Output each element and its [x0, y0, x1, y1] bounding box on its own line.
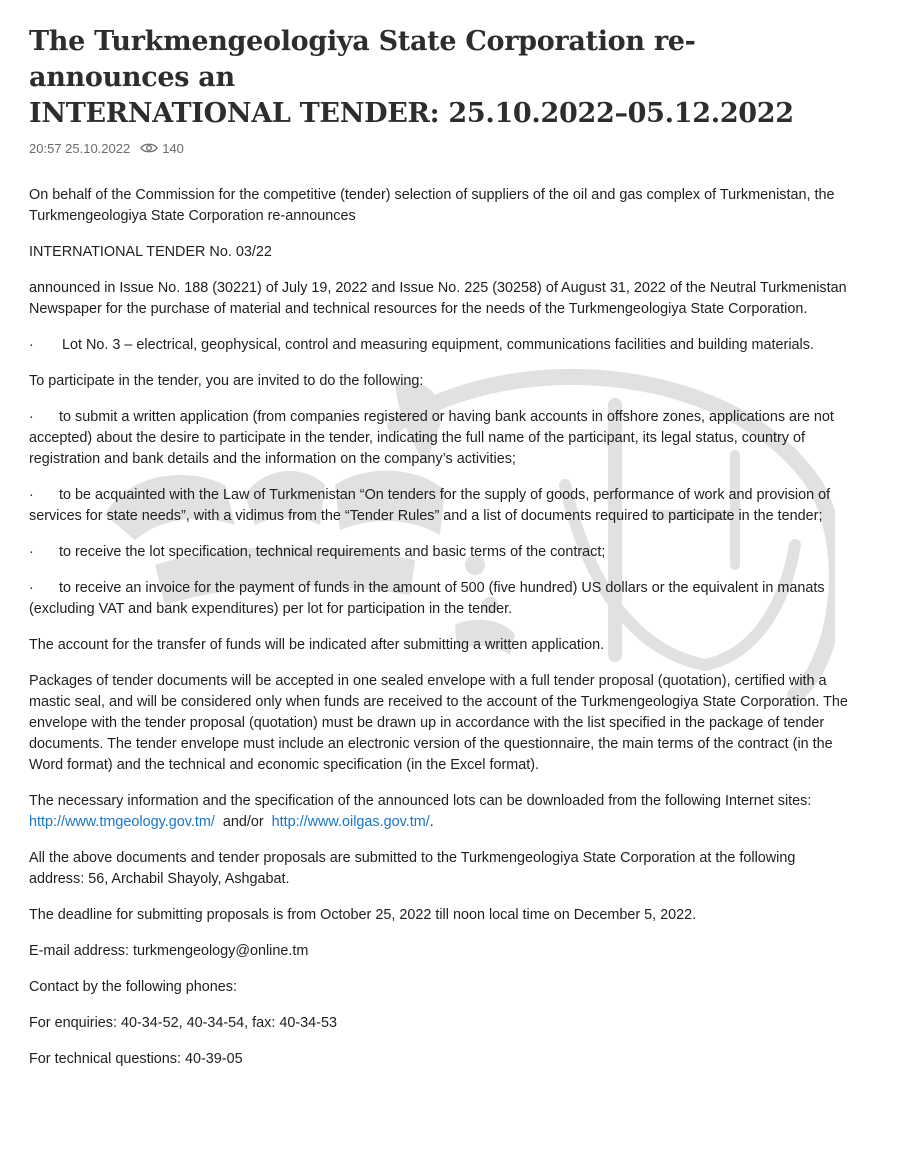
- paragraph-announced: announced in Issue No. 188 (30221) of July 19, 2022 and Issue No. 225 (30258) of August 31, 2022 of the Neutral Turkmenistan Newspaper for the purchase of material and technical resources for the needs of the Turkmengeologiya State Corporation.: [29, 280, 847, 317]
- lot-item: [29, 335, 849, 356]
- paragraph-account: The account for the transfer of funds will be indicated after submitting a written application.: [29, 637, 605, 653]
- bullet-dot: ·: [29, 544, 34, 560]
- article-body: [29, 185, 849, 1070]
- bullet-dot: ·: [29, 337, 34, 353]
- bullet-text-2: to be acquainted with the Law of Turkmenistan “On tenders for the supply of goods, performance of work and provision of services for state needs”, with a vidimus from the “Tender Rules” and a list of documents required to participate in the tender;: [29, 487, 831, 524]
- article: [29, 24, 849, 1085]
- bullet-item-1: [29, 407, 849, 470]
- paragraph-address: All the above documents and tender proposals are submitted to the Turkmengeologiya State Corporation at the following address: 56, Archabil Shayoly, Ashgabat.: [29, 850, 796, 887]
- period-text: .: [429, 814, 434, 830]
- view-count: [140, 141, 184, 156]
- title-line-2: INTERNATIONAL TENDER: 25.10.2022–05.12.2022: [29, 98, 794, 129]
- paragraph-intro: On behalf of the Commission for the competitive (tender) selection of suppliers of the oil and gas complex of Turkmenistan, the Turkmengeologiya State Corporation re-announces: [29, 187, 835, 224]
- bullet-dot: ·: [29, 580, 34, 596]
- bullet-dot: ·: [29, 409, 34, 425]
- link-oilgas[interactable]: http://www.oilgas.gov.tm/: [271, 814, 430, 830]
- and-or-text: and/or: [222, 814, 264, 830]
- bullet-text-1: to submit a written application (from companies registered or having bank accounts in offshore zones, applications are not accepted) about the desire to participate in the tender, indicating the full name of the participant, its legal status, country of registration and bank details and the information on the company’s activities;: [29, 409, 834, 467]
- title-line-1: The Turkmengeologiya State Corporation re-announces an: [29, 26, 696, 93]
- page-title: [29, 24, 849, 132]
- paragraph-contact: Contact by the following phones:: [29, 979, 237, 995]
- publish-datetime: 20:57 25.10.2022: [29, 140, 131, 156]
- tender-number: INTERNATIONAL TENDER No. 03/22: [29, 244, 272, 260]
- views-number: 140: [162, 140, 184, 156]
- paragraph-enquiries: For enquiries: 40-34-52, 40-34-54, fax: 40-34-53: [29, 1015, 337, 1031]
- paragraph-download: [29, 791, 849, 833]
- paragraph-participate: To participate in the tender, you are invited to do the following:: [29, 373, 424, 389]
- eye-icon: [140, 142, 158, 154]
- bullet-item-2: [29, 485, 849, 527]
- bullet-text-3: to receive the lot specification, technical requirements and basic terms of the contract;: [59, 544, 606, 560]
- download-text: The necessary information and the specification of the announced lots can be downloaded from the following Internet sites:: [29, 793, 812, 809]
- paragraph-deadline: The deadline for submitting proposals is from October 25, 2022 till noon local time on December 5, 2022.: [29, 907, 697, 923]
- lot-text: Lot No. 3 – electrical, geophysical, control and measuring equipment, communications facilities and building materials.: [62, 337, 814, 353]
- bullet-item-4: [29, 578, 849, 620]
- paragraph-email: E-mail address: turkmengeology@online.tm: [29, 943, 309, 959]
- bullet-text-4: to receive an invoice for the payment of funds in the amount of 500 (five hundred) US dollars or the equivalent in manats (excluding VAT and bank expenditures) per lot for participation in the tender.: [29, 580, 825, 617]
- paragraph-technical: For technical questions: 40-39-05: [29, 1051, 243, 1067]
- paragraph-packages: Packages of tender documents will be accepted in one sealed envelope with a full tender proposal (quotation), certified with a mastic seal, and will be considered only when funds are received to the account of the Turkmengeologiya State Corporation. The envelope with the tender proposal (quotation) must be drawn up in accordance with the list specified in the package of tender documents. The tender envelope must include an electronic version of the questionnaire, the main terms of the contract (in the Word format) and the technical and economic specification (in the Excel format).: [29, 673, 848, 773]
- bullet-dot: ·: [29, 487, 34, 503]
- article-meta: [29, 139, 849, 157]
- link-tmgeology[interactable]: http://www.tmgeology.gov.tm/: [29, 814, 215, 830]
- bullet-item-3: [29, 542, 849, 563]
